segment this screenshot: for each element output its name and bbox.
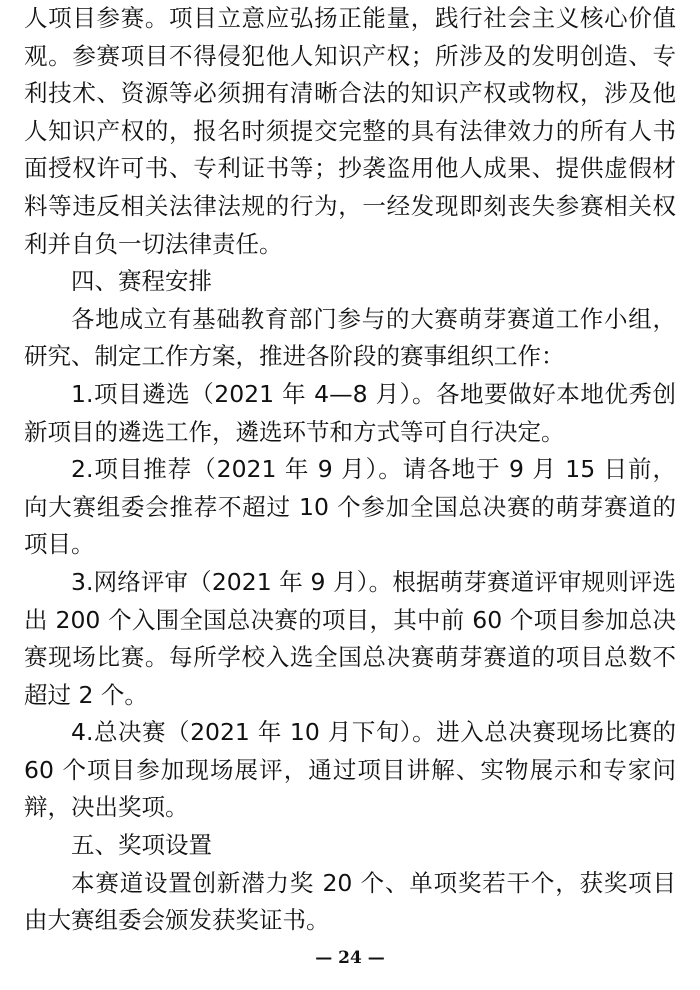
paragraph-final-competition: 4.总决赛（2021 年 10 月下旬）。进入总决赛现场比赛的 60 个项目参加现场展评，通过项目讲解、实物展示和专家问辩，决出奖项。 [24, 718, 676, 822]
paragraph-awards-detail: 本赛道设置创新潜力奖 20 个、单项奖若干个，获奖项目由大赛组委会颁发获奖证书。 [24, 868, 676, 935]
section-heading-schedule: 四、赛程安排 [71, 267, 212, 296]
paragraph-project-selection: 1.项目遴选（2021 年 4—8 月）。各地要做好本地优秀创新项目的遴选工作，遴选环节和方式等可自行决定。 [24, 379, 676, 446]
page-number: — 24 — [315, 948, 385, 968]
document-body [24, 0, 676, 940]
paragraph-online-review: 3.网络评审（2021 年 9 月）。根据萌芽赛道评审规则评选出 200 个入围全国总决赛的项目，其中前 60 个项目参加总决赛现场比赛。每所学校入选全国总决赛萌芽赛道的项目总数不超过 2 个。 [24, 567, 676, 709]
section-heading-awards: 五、奖项设置 [71, 831, 212, 860]
paragraph-continued: 人项目参赛。项目立意应弘扬正能量，践行社会主义核心价值观。参赛项目不得侵犯他人知识产权；所涉及的发明创造、专利技术、资源等必须拥有清晰合法的知识产权或物权，涉及他人知识产权的，报名时须提交完整的具有法律效力的所有人书面授权许可书、专利证书等；抄袭盗用他人成果、提供虚假材料等违反相关法律法规的行为，一经发现即刻丧失参赛相关权利并自负一切法律责任。 [24, 4, 676, 258]
paragraph-working-group: 各地成立有基础教育部门参与的大赛萌芽赛道工作小组，研究、制定工作方案，推进各阶段的赛事组织工作： [24, 304, 676, 371]
paragraph-project-recommendation: 2.项目推荐（2021 年 9 月）。请各地于 9 月 15 日前，向大赛组委会推荐不超过 10 个参加全国总决赛的萌芽赛道的项目。 [24, 455, 676, 559]
